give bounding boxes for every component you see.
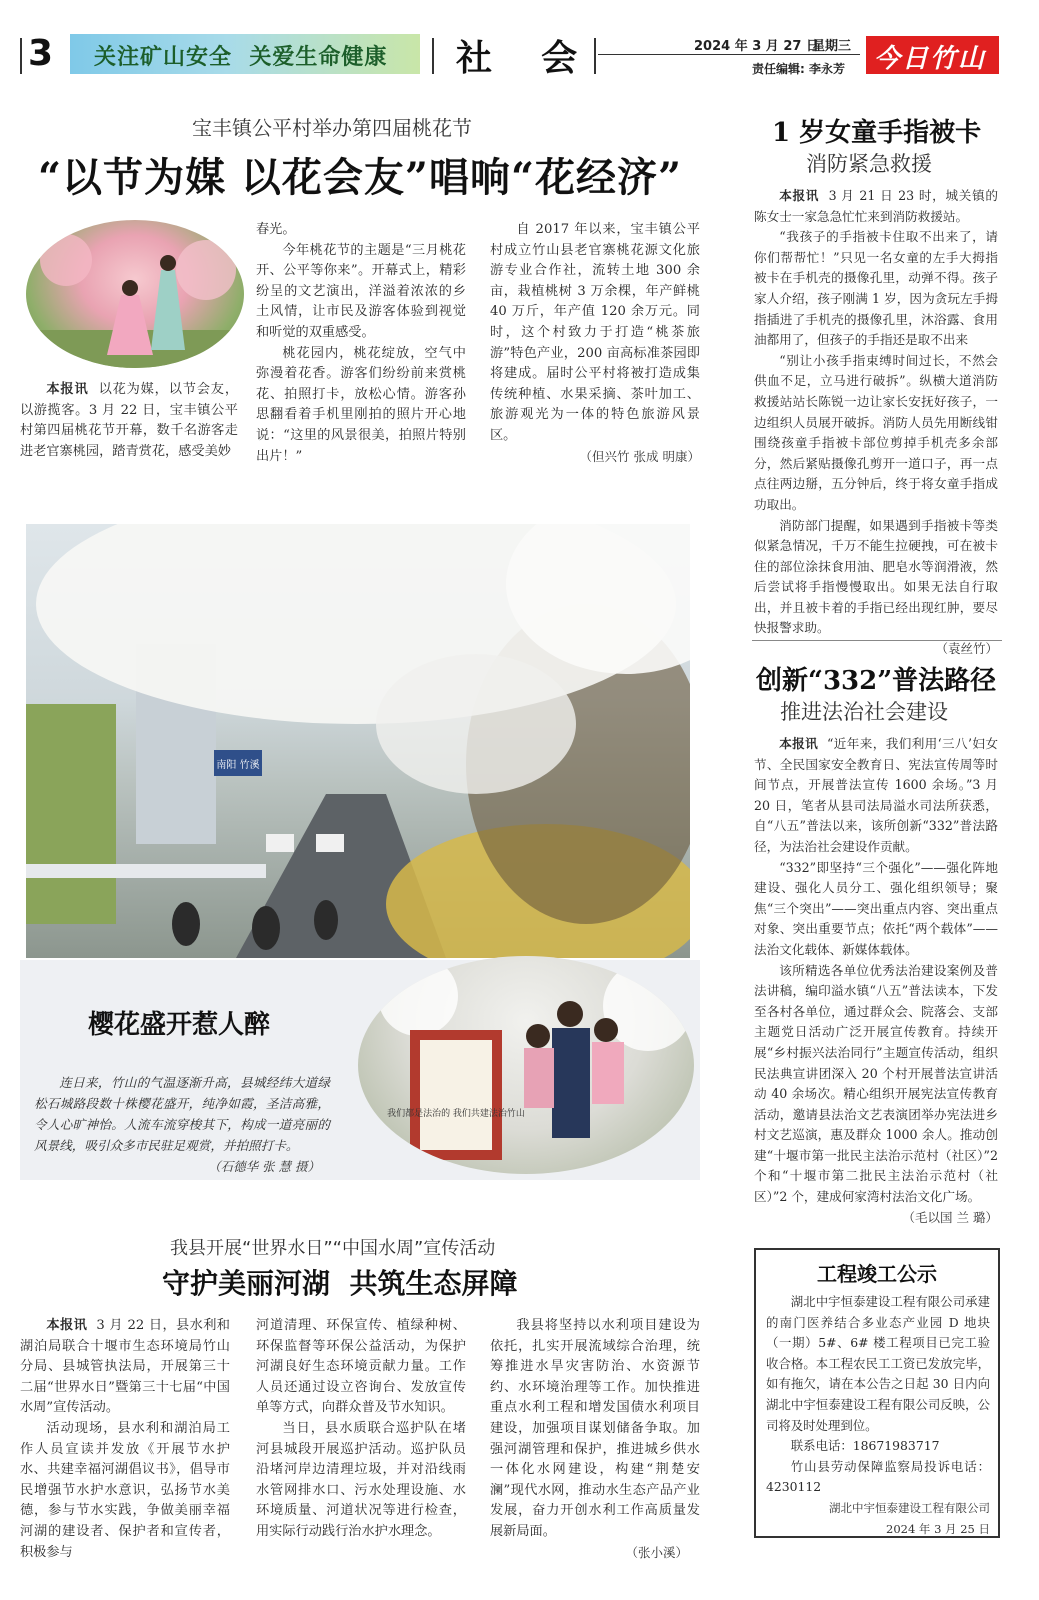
peach-lead-label: 本报讯 (46, 382, 89, 397)
finger-p2: “我孩子的手指被卡住取不出来了，请你们帮帮忙！”只见一名女童的左手大拇指被卡在手机壳的摄像孔里，动弹不得。孩子家人介绍，孩子刚满 1 岁，因为贪玩左手拇指插进了手机壳的摄像孔里，沐浴露、食用油都用了，但孩子的手指还是取不出来 (754, 229, 998, 348)
peach-headline: “以节为媒 以花会友”唱响“花经济” (38, 154, 682, 201)
law-lead-label: 本报讯 (779, 736, 819, 751)
water-c1-p1: 3 月 22 日，县水利和湖泊局联合十堰市生态环境局竹山分局、县城管执法局，开展第三十二届“世界水日”暨第三十七届“中国水周”宣传活动。 (20, 1318, 230, 1416)
page-header (0, 0, 1039, 90)
peach-photo-figures (26, 220, 244, 368)
peach-col3 (490, 220, 700, 467)
issue-weekday: 星期三 (812, 39, 852, 54)
notice-body (766, 1292, 990, 1539)
notice-phone: 联系电话：18671983717 (790, 1438, 940, 1454)
cherry-blossom-photo (26, 524, 690, 958)
masthead-text: 今日竹山 (874, 44, 987, 74)
water-c2-p0: 河道清理、环保宣传、植绿种树、环保监督等环保公益活动，为保护河湖良好生态环境贡献力量。工作人员还通过设立咨询台、发放宣传单等方式，向群众普及节水知识。 (256, 1318, 466, 1416)
peach-col2-p2: 桃花园内，桃花绽放，空气中弥漫着花香。游客们纷纷前来赏桃花、拍照打卡，放松心情。游客孙思翻看着手机里刚拍的照片开心地说：“这里的风景很美，拍照片特别出片！” (256, 345, 466, 464)
family-photo (358, 956, 694, 1174)
water-col2 (256, 1316, 466, 1543)
finger-subhead: 消防紧急救援 (806, 152, 932, 176)
peach-col2-p0: 春光。 (256, 222, 296, 237)
finger-body (754, 186, 998, 660)
cherry-caption-text: 连日来，竹山的气温逐渐升高，县城经纬大道绿松石城路段数十株樱花盛开，纯净如霞，圣洁高雅，令人心旷神怡。人流车流穿梭其下，构成一道亮丽的风景线，吸引众多市民驻足观赏，并拍照打卡。 (34, 1075, 330, 1153)
peach-col3-p1: 自 2017 年以来，宝丰镇公平村成立竹山县老官寨桃花源文化旅游专业合作社，流转土地 300 余亩，栽植桃树 3 万余棵，年产鲜桃 40 万斤，年产值 120 余万元。同时，这个村致力于打造“桃茶旅游”特色产业，200 亩高标准茶园即将建成。届时公平村将被打造成集传统种植、水果采摘、茶叶加工、旅游观光为一体的特色旅游风景区。 (490, 222, 700, 443)
page-number: 3 (28, 33, 54, 74)
law-p2: “332”即坚持“三个强化”——强化阵地建设、强化人员分工、强化组织领导；聚焦“三个突出”——突出重点内容、突出重点对象、突出重要节点；依托“两个载体”——法治文化载体、新媒体载体。 (754, 859, 998, 957)
cherry-credit: （石德华 张 慧 摄） (208, 1159, 320, 1174)
photo-board-text: 我们都是法治的 我们共建法治竹山 (387, 1109, 525, 1119)
completion-notice (754, 1248, 1000, 1538)
water-headline: 守护美丽河湖 共筑生态屏障 (162, 1267, 518, 1300)
law-subhead: 推进法治社会建设 (780, 700, 948, 724)
water-kicker: 我县开展“世界水日”“中国水周”宣传活动 (170, 1238, 496, 1259)
cherry-caption (34, 1072, 330, 1177)
law-body (754, 734, 998, 1228)
peach-kicker: 宝丰镇公平村举办第四届桃花节 (192, 116, 472, 140)
road-sign-text: 南阳 竹溪 (216, 760, 260, 771)
slogan-text: 关注矿山安全 关爱生命健康 (94, 44, 388, 70)
law-headline: 创新“332”普法路径 (756, 666, 997, 696)
masthead-logo (866, 36, 999, 74)
water-c1-p2: 活动现场，县水利和湖泊局工作人员宣读并发放《开展节水护水、共建幸福河湖倡议书》，倡导市民增强节水护水意识，弘扬节水美德，参与节水实践，争做美丽幸福河湖的建设者、保护者和宣传者，积极参与 (20, 1420, 230, 1560)
section-title: 社 会 (456, 37, 586, 79)
peach-col2 (256, 220, 466, 467)
notice-date: 2024 年 3 月 25 日 (886, 1521, 990, 1536)
family-photo-scene (358, 956, 694, 1174)
peach-byline: （但兴竹 张成 明康） (579, 448, 700, 464)
cherry-feature-title: 樱花盛开惹人醉 (88, 1010, 271, 1040)
cherry-photo-scene (26, 524, 690, 958)
notice-company: 湖北中宇恒泰建设工程有限公司 (829, 1500, 990, 1515)
notice-p1: 湖北中宇恒泰建设工程有限公司承建的南门医养结合多业态产业园 D 地块（一期）5#、6# 楼工程项目已完工验收合格。本工程农民工工资已发放完毕，如有拖欠，请在本公告之日起 30 日内向湖北中宇恒泰建设工程有限公司反映，公司将及时处理到位。 (766, 1294, 990, 1433)
law-p3: 该所精选各单位优秀法治建设案例及普法讲稿，编印溢水镇“八五”普法读本，下发至各村各单位，通过群众会、院落会、支部主题党日活动广泛开展宣传教育。持续开展“乡村振兴法治同行”主题宣传活动，组织民法典宣讲团深入 20 个村开展普法宣讲活动 40 余场次。精心组织开展宪法宣传教育活动，邀请县法治文艺表演团举办宪法进乡村文艺巡演，惠及群众 1000 余人。推动创建“十堰市第一批民主法治示范村（社区）”2 个和“十堰市第二批民主法治示范村（社区）”2 个，建成何家湾村法治文化广场。 (754, 962, 998, 1205)
law-p1: “近年来，我们利用‘三八’妇女节、全民国家安全教育日、宪法宣传周等时间节点，开展普法宣传 1600 余场。”3 月 20 日，笔者从县司法局溢水司法所获悉，自“八五”普法以来，该所创新“332”普法路径，为法治社会建设作贡献。 (754, 736, 999, 854)
peach-garden-photo (26, 220, 244, 368)
water-col1 (20, 1316, 230, 1563)
water-col3 (490, 1316, 700, 1563)
finger-p1: 3 月 21 日 23 时，城关镇的陈女士一家急急忙忙来到消防救援站。 (754, 188, 998, 224)
finger-headline: 1 岁女童手指被卡 (772, 118, 982, 148)
peach-col1-text: 以花为媒，以节会友，以游揽客。3 月 22 日，宝丰镇公平村第四届桃花节开幕，数千名游客走进老官寨桃园，踏青赏花，感受美妙 (20, 382, 239, 459)
finger-p4: 消防部门提醒，如果遇到手指被卡等类似紧急情况，千万不能生拉硬拽，可在被卡住的部位涂抹食用油、肥皂水等润滑液，然后尝试将手指慢慢取出。如果无法自行取出，并且被卡着的手指已经出现红肿，要尽快报警求助。 (754, 517, 998, 636)
water-lead-label: 本报讯 (46, 1318, 88, 1333)
slogan-banner (70, 34, 420, 74)
peach-col2-p1: 今年桃花节的主题是“三月桃花开、公平等你来”。开幕式上，精彩纷呈的文艺演出，洋溢着浓浓的乡土风情，让市民及游客体验到视觉和听觉的双重感受。 (256, 242, 466, 340)
peach-col1 (20, 380, 238, 462)
water-c2-p1: 当日，县水质联合巡护队在堵河县城段开展巡护活动。巡护队员沿堵河岸边清理垃圾，并对沿线雨水管网排水口、污水处理设施、水环境质量、河道状况等进行检查，用实际行动践行治水护水理念。 (256, 1420, 466, 1539)
editor-credit: 责任编辑: 李永芳 (752, 62, 845, 76)
issue-date: 2024 年 3 月 27 日 (694, 39, 819, 54)
notice-title: 工程竣工公示 (817, 1262, 937, 1286)
notice-bureau: 竹山县劳动保障监察局投诉电话：4230112 (766, 1458, 990, 1495)
water-byline: （张小溪） (625, 1544, 688, 1560)
finger-byline: （袁丝竹） (935, 641, 998, 657)
water-c3-p1: 我县将坚持以水利项目建设为依托，扎实开展流域综合治理，统筹推进水旱灾害防治、水资源节约、水环境治理等工作。加快推进重点水利工程和增发国债水利项目建设，加强项目谋划储备争取。加强河湖管理和保护，推进城乡供水一体化水网建设，构建“荆楚安澜”现代水网，推动水生态产品产业发展，奋力开创水利工作高质量发展新局面。 (490, 1318, 700, 1539)
finger-p3: “别让小孩手指束缚时间过长，不然会供血不足，立马进行破拆”。纵横大道消防救援站站长陈锐一边让家长安抚好孩子，一边组织人员展开破拆。消防人员先用断线钳围绕孩童手指被卡部位剪掉手机壳多余部分，然后紧贴摄像孔剪开一道口子，再一点点往两边掰，五分钟后，终于将女童手指成功取出。 (754, 352, 998, 512)
finger-lead-label: 本报讯 (779, 188, 820, 203)
law-byline: （毛以国 兰 璐） (902, 1209, 998, 1225)
